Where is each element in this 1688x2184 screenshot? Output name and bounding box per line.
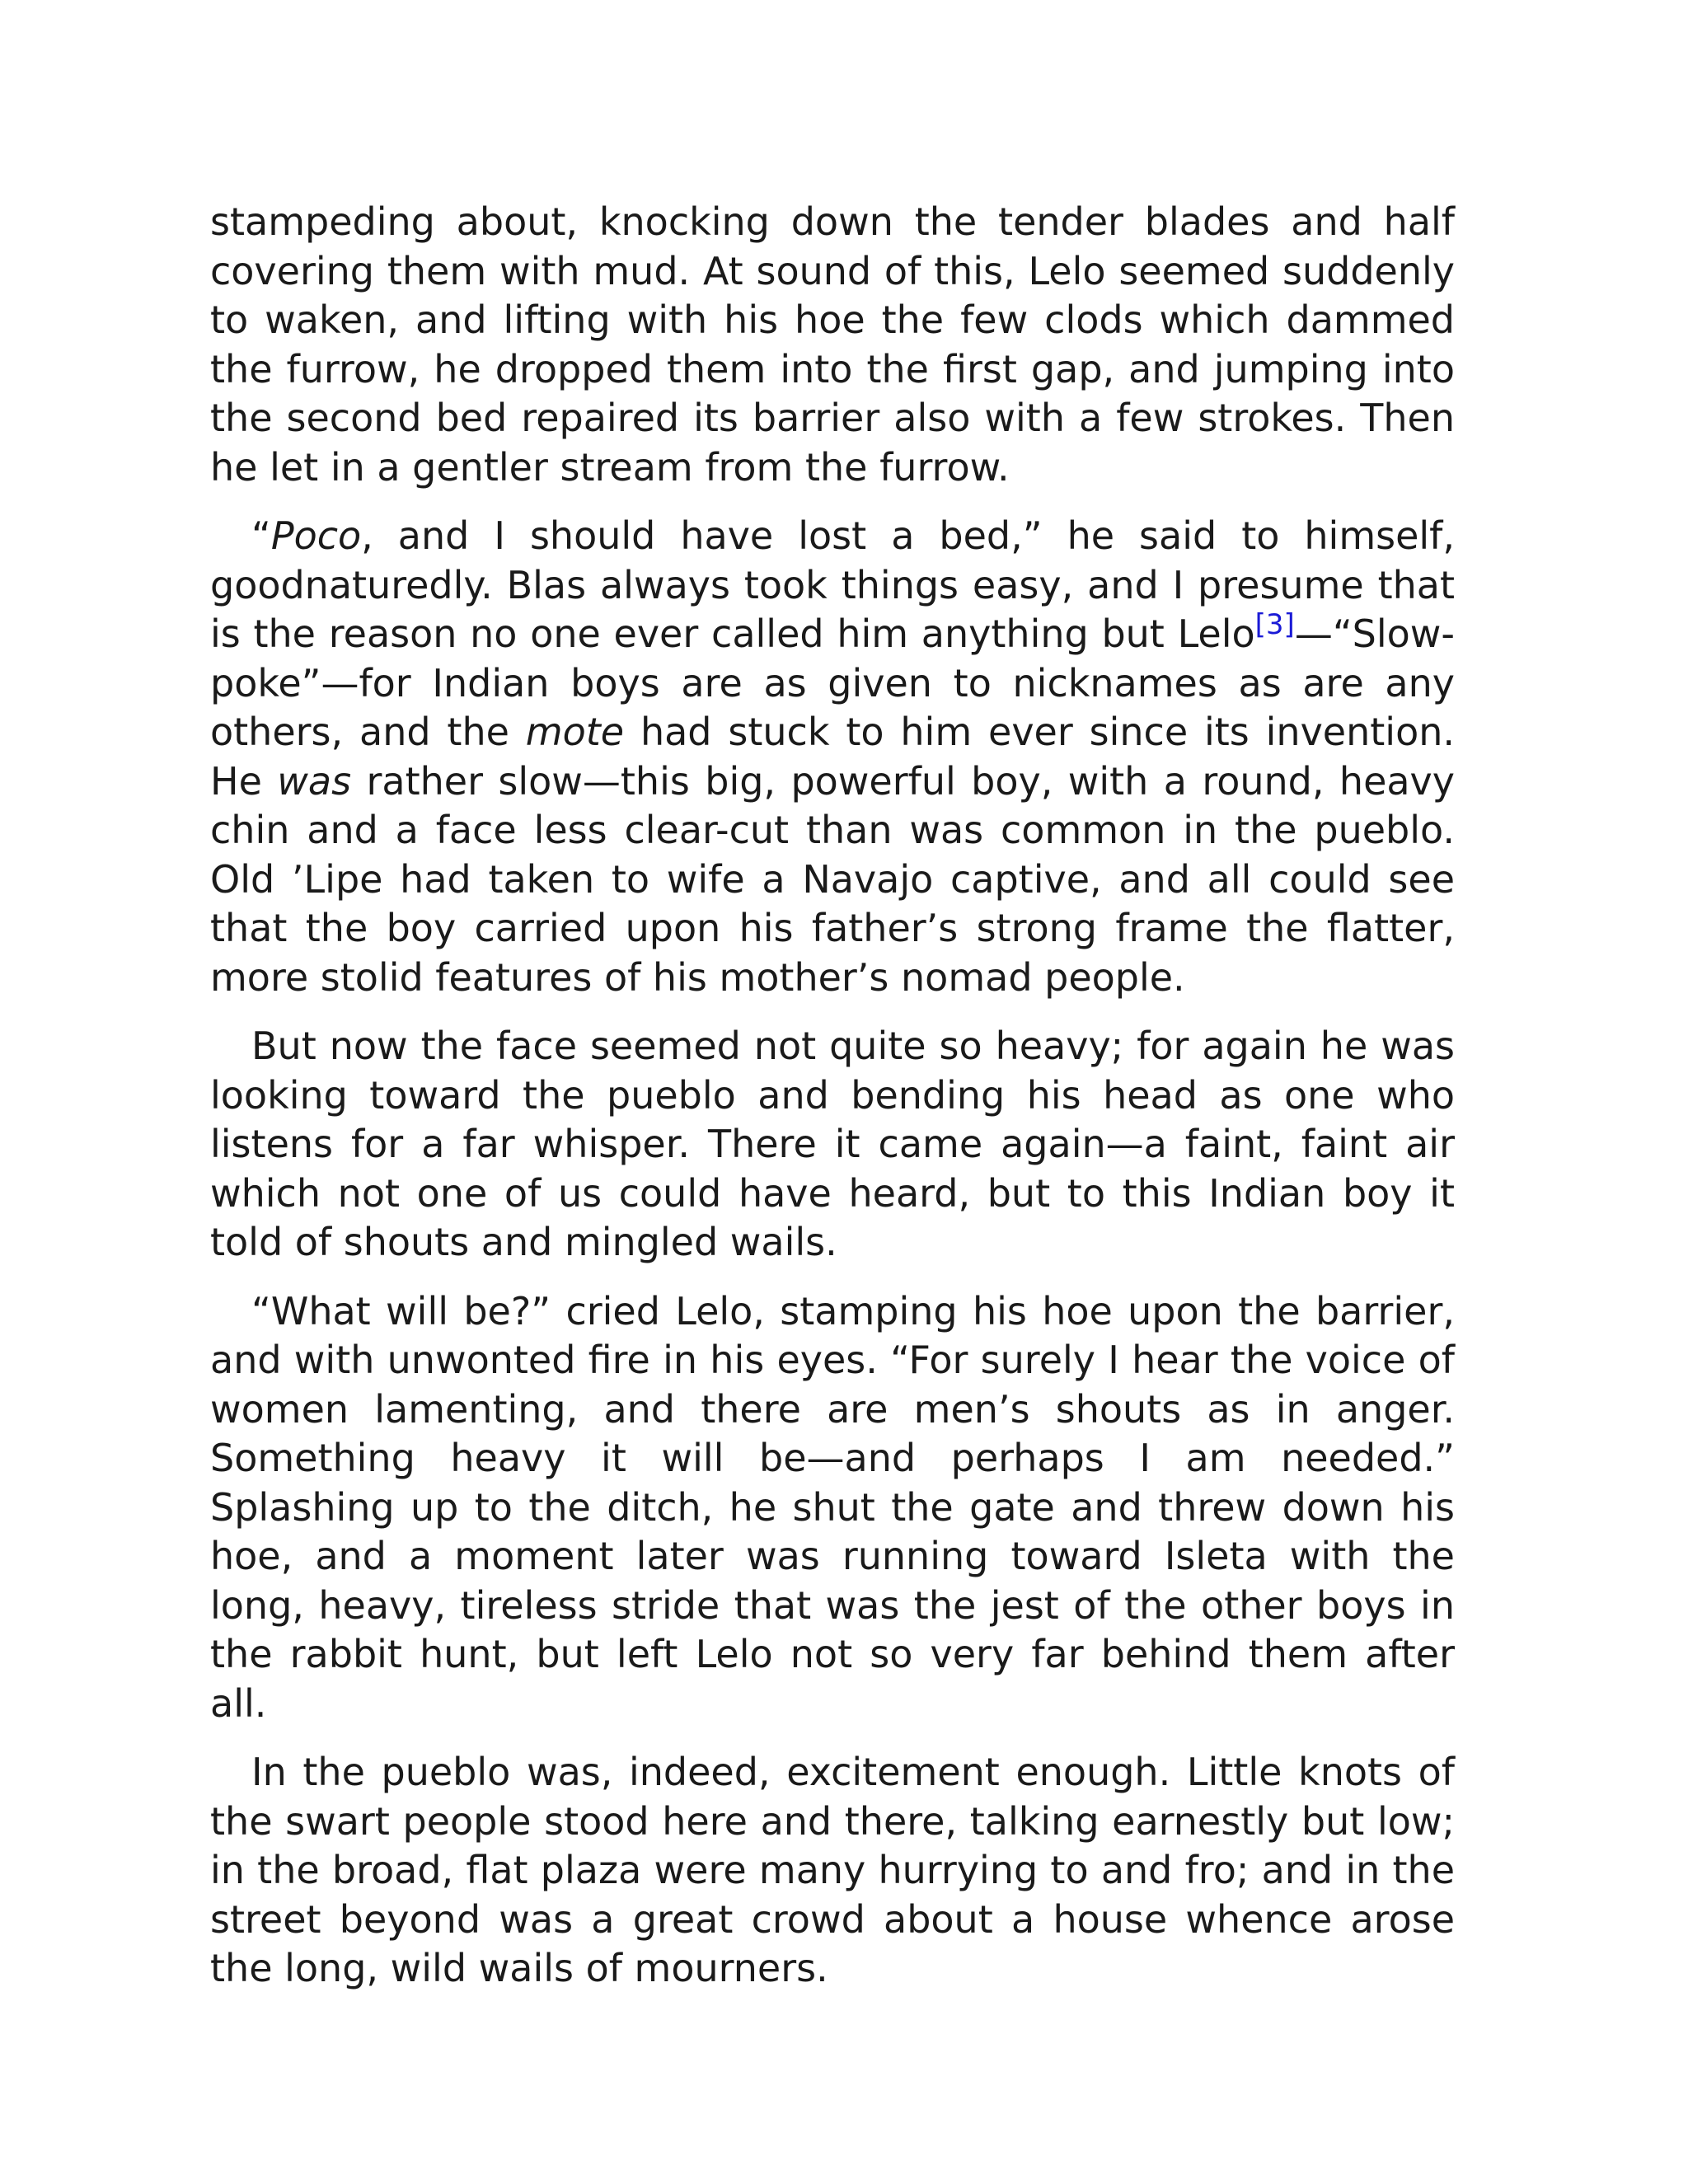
paragraph-2-text-c: had stuck to him ever since its invention. He <box>210 710 1455 804</box>
paragraph-2 <box>210 512 1455 1002</box>
footnote-link-3[interactable]: [3] <box>1254 608 1295 641</box>
italic-poco: Poco <box>270 513 362 558</box>
paragraph-2-text-d: rather slow—this big, powerful boy, with a round, heavy chin and a face less clear-cut than was common in the pueblo. Old ’Lipe had taken to wife a Navajo captive, and all could see that the boy carried upon his father’s strong frame the flatter, more stolid features of his mother’s nomad people. <box>210 758 1455 1000</box>
paragraph-1: stampeding about, knocking down the tender blades and half covering them with mud. At sound of this, Lelo seemed suddenly to waken, and lifting with his hoe the few clods which dammed the furrow, he dropped them into the first gap, and jumping into the second bed repaired its barrier also with a few strokes. Then he let in a gentler stream from the furrow. <box>210 199 1455 490</box>
paragraph-2-text-b: —“Slow-poke”—for Indian boys are as given to nicknames as are any others, and the <box>210 612 1455 754</box>
paragraph-3: But now the face seemed not quite so heavy; for again he was looking toward the pueblo and bending his head as one who listens for a far whisper. There it came again—a faint, faint air which not one of us could have heard, but to this Indian boy it told of shouts and mingled wails. <box>210 1024 1455 1264</box>
paragraph-5: In the pueblo was, indeed, excitement enough. Little knots of the swart people stood here and there, talking earnestly but low; in the broad, flat plaza were many hurrying to and fro; and in the street beyond was a great crowd about a house whence arose the long, wild wails of mourners. <box>210 1750 1455 1990</box>
italic-mote: mote <box>525 710 625 754</box>
paragraph-2-text-a: , and I should have lost a bed,” he said to himself, goodnaturedly. Blas always took things easy, and I presume that is the reason no one ever called him anything but Lelo <box>210 513 1455 656</box>
paragraph-4: “What will be?” cried Lelo, stamping his hoe upon the barrier, and with unwonted fire in his eyes. “For surely I hear the voice of women lamenting, and there are men’s shouts as in anger. Something heavy it will be—and perhaps I am needed.” Splashing up to the ditch, he shut the gate and threw down his hoe, and a moment later was running toward Isleta with the long, heavy, tireless stride that was the jest of the other boys in the rabbit hunt, but left Lelo not so very far behind them after all. <box>210 1288 1455 1726</box>
italic-was: was <box>277 758 352 804</box>
open-quote: “ <box>251 513 271 558</box>
book-page <box>210 198 1455 2013</box>
